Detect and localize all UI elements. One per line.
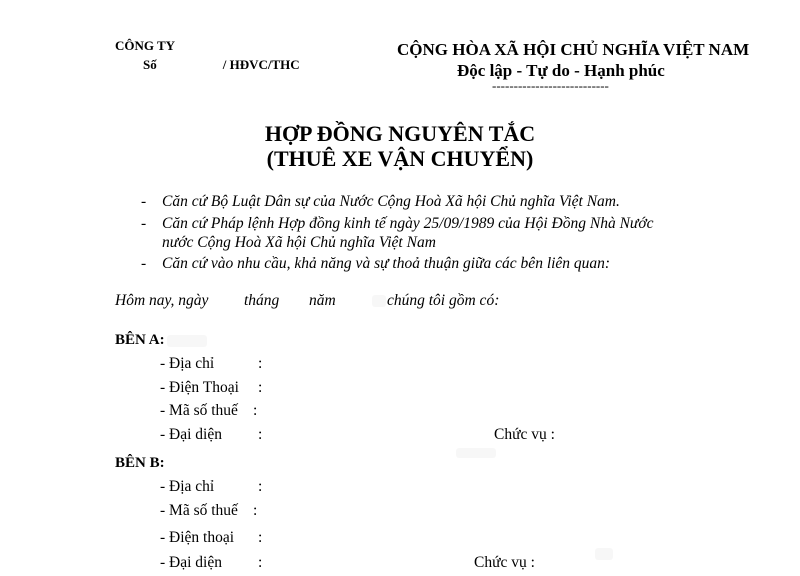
national-motto: Độc lập - Tự do - Hạnh phúc	[457, 61, 665, 80]
party-b-representative-colon: :	[258, 554, 263, 571]
bullet-dash: -	[141, 193, 147, 210]
party-b-phone-colon: :	[258, 529, 263, 546]
party-a-representative-label: - Đại diện	[160, 426, 222, 443]
contract-subtitle: (THUÊ XE VẬN CHUYỂN)	[266, 146, 534, 171]
basis-item-civil-code: Căn cứ Bộ Luật Dân sự của Nước Cộng Hoà Xã hội Chủ nghĩa Việt Nam.	[162, 193, 620, 210]
party-a-tax-label: - Mã số thuế	[160, 402, 238, 419]
basis-item-agreement: Căn cứ vào nhu cầu, khả năng và sự thoả thuận giữa các bên liên quan:	[162, 255, 611, 272]
redacted-mark	[595, 548, 613, 560]
contract-title: HỢP ĐỒNG NGUYÊN TẮC	[264, 121, 536, 146]
intro-we-include: chúng tôi gồm có:	[387, 292, 500, 309]
party-b-phone-label: - Điện thoại	[160, 529, 235, 546]
party-b-heading: BÊN B:	[115, 455, 165, 471]
party-a-phone-label: - Điện Thoại	[160, 379, 239, 396]
party-a-address-colon: :	[258, 355, 263, 372]
party-a-position-label: Chức vụ :	[494, 426, 555, 443]
redacted-mark	[456, 448, 496, 458]
party-a-phone-colon: :	[258, 379, 263, 396]
party-b-address-colon: :	[258, 478, 263, 495]
bullet-dash: -	[141, 215, 147, 232]
doc-no-prefix: Số	[143, 57, 157, 72]
party-b-tax-label: - Mã số thuế	[160, 502, 238, 519]
redacted-mark	[167, 335, 207, 347]
party-a-tax-colon: :	[253, 402, 258, 419]
bullet-dash: -	[141, 255, 147, 272]
party-a-representative-colon: :	[258, 426, 263, 443]
company-label: CÔNG TY	[115, 38, 176, 53]
intro-year: năm	[309, 292, 336, 309]
basis-item-economic-contract: Căn cứ Pháp lệnh Hợp đồng kinh tế ngày 25/09/1989 của Hội Đồng Nhà Nước	[162, 215, 654, 232]
redacted-mark	[372, 295, 386, 307]
party-a-address-label: - Địa chỉ	[160, 355, 215, 372]
intro-today: Hôm nay, ngày	[115, 292, 209, 309]
party-b-address-label: - Địa chỉ	[160, 478, 215, 495]
intro-month: tháng	[244, 292, 280, 309]
party-b-position-label: Chức vụ :	[474, 554, 535, 571]
document-number	[143, 57, 300, 73]
party-b-representative-label: - Đại diện	[160, 554, 222, 571]
party-b-tax-colon: :	[253, 502, 258, 519]
motto-underline: ---------------------------	[492, 78, 609, 93]
basis-item-economic-contract-cont: nước Cộng Hoà Xã hội Chủ nghĩa Việt Nam	[162, 234, 436, 251]
doc-no-suffix: / HĐVC/THC	[222, 57, 300, 72]
party-a-heading: BÊN A:	[115, 332, 165, 348]
nation-title: CỘNG HÒA XÃ HỘI CHỦ NGHĨA VIỆT NAM	[397, 40, 750, 59]
